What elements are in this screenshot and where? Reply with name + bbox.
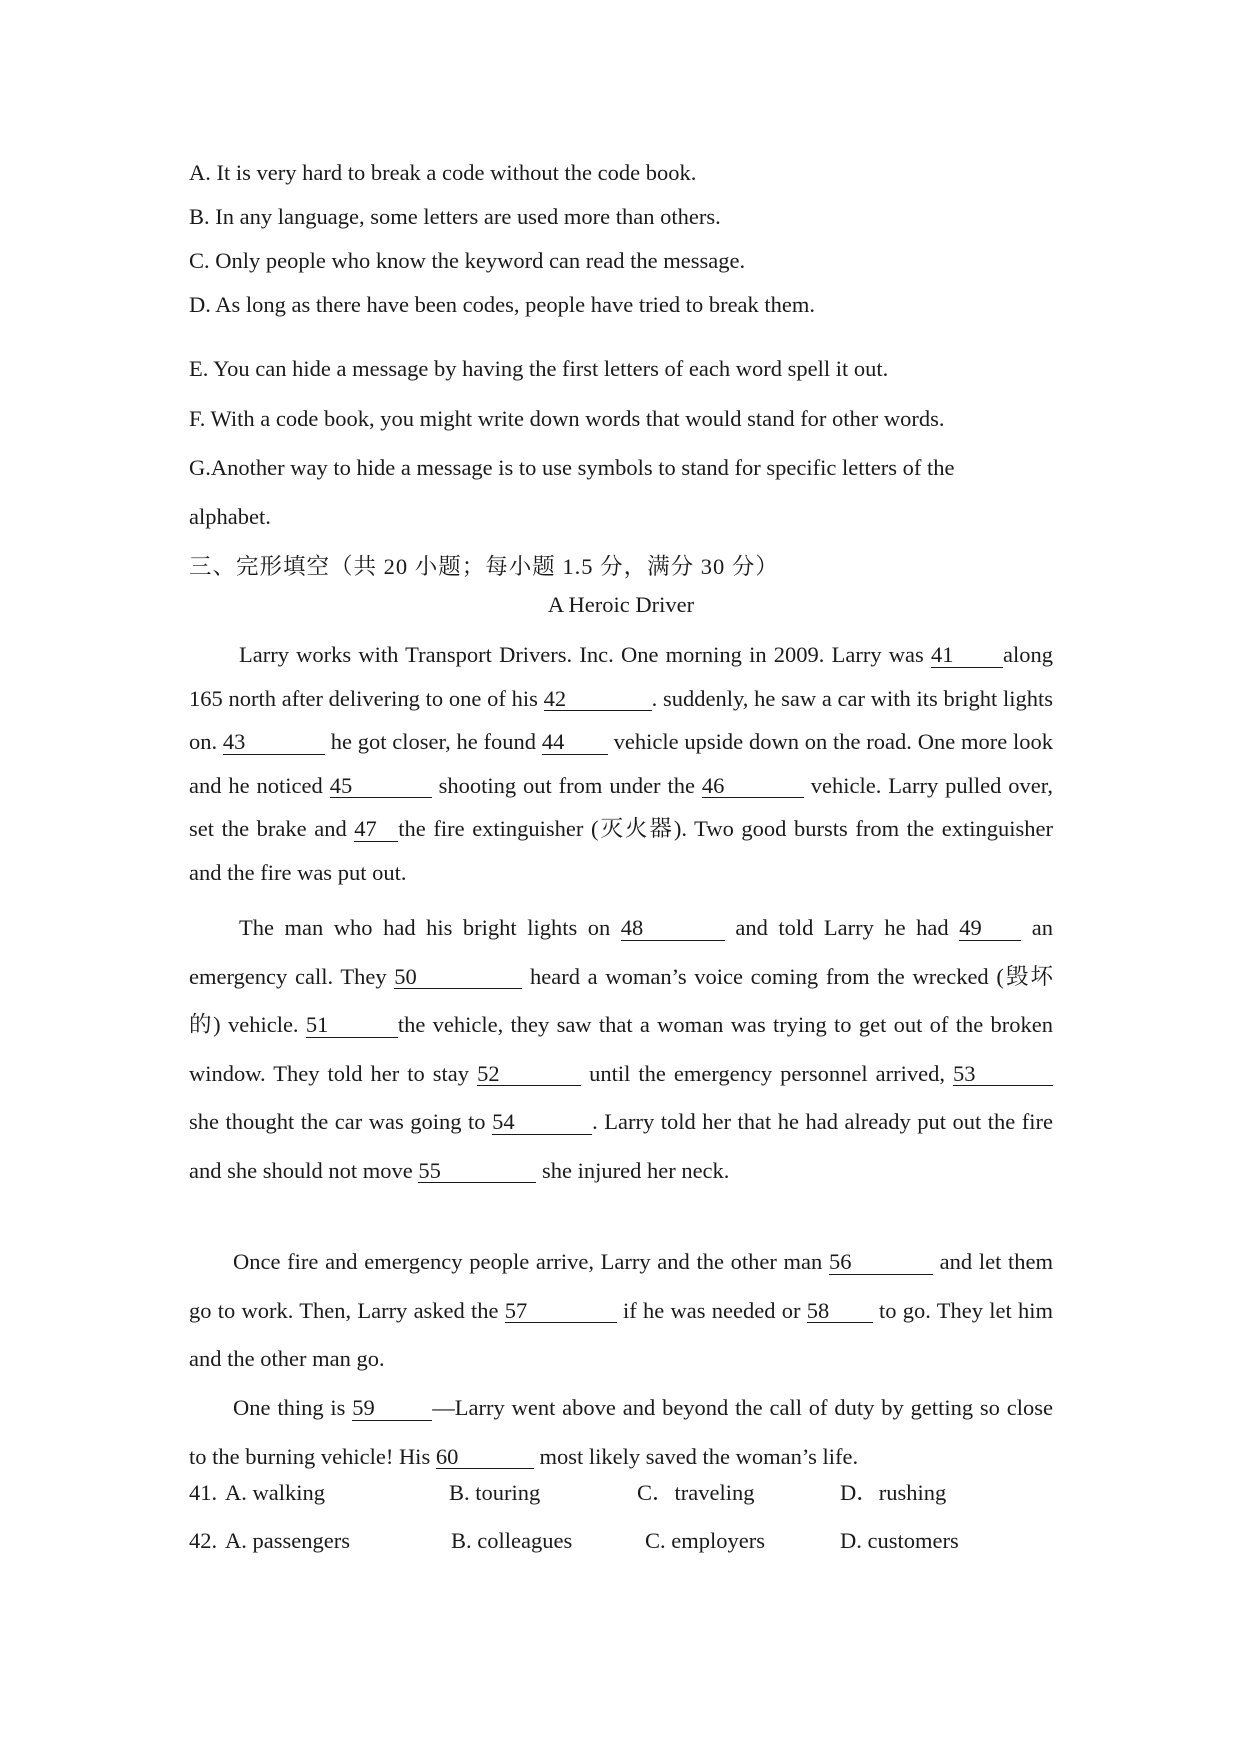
blank-45: 45 <box>330 774 432 799</box>
question-42-option-c: C. employers <box>645 1528 765 1553</box>
question-41-number: 41. <box>189 1480 218 1505</box>
p1-text-3: . suddenly, he saw a car with its bright lights on. <box>189 685 1053 754</box>
blank-44: 44 <box>542 730 608 755</box>
p1-text-1: Larry works with Transport Drivers. Inc. One morning in 2009. Larry was <box>239 642 931 667</box>
p1-text-7: vehicle. Larry pulled over, set the brake and <box>189 772 1054 841</box>
section-heading: 三、完形填空（共 20 小题；每小题 1.5 分，满分 30 分） <box>189 554 779 579</box>
p3-text-3: if he was needed or <box>616 1297 807 1323</box>
blank-48: 48 <box>621 916 725 941</box>
question-41-option-d: D．rushing <box>840 1480 947 1505</box>
question-42-option-b: B. colleagues <box>451 1528 573 1553</box>
p2-text-7: she thought the car was going to <box>189 1109 493 1134</box>
p1-text-2: along 165 north after delivering to one of his <box>189 642 1053 711</box>
blank-47: 47 <box>354 817 398 842</box>
p4-text-3: most likely saved the woman’s life. <box>533 1443 859 1469</box>
blank-46: 46 <box>702 774 804 799</box>
blank-49: 49 <box>959 916 1021 941</box>
p1-text-4: he got closer, he found <box>324 729 542 754</box>
p1-text-8: the fire extinguisher (灭火器). Two good bursts from the extinguisher and the fire was put out. <box>189 816 1053 885</box>
p2-text-5: the vehicle, they saw that a woman was trying to get out of the broken window. They told her to stay <box>189 1012 1053 1086</box>
option-e: E. You can hide a message by having the first letters of each word spell it out. <box>189 356 889 381</box>
blank-57: 57 <box>505 1299 617 1324</box>
blank-53: 53 <box>953 1062 1053 1087</box>
blank-58: 58 <box>807 1299 873 1324</box>
blank-55: 55 <box>418 1159 536 1184</box>
blank-54: 54 <box>492 1110 592 1135</box>
p4-text-1: One thing is <box>233 1395 353 1420</box>
p2-text-1: The man who had his bright lights on <box>239 915 621 940</box>
question-41-option-a: A. walking <box>225 1480 325 1505</box>
p3-text-4: to go. They let him and the other man go. <box>189 1297 1053 1371</box>
blank-51: 51 <box>306 1013 398 1038</box>
option-g: G.Another way to hide a message is to use symbols to stand for specific letters of the <box>189 455 955 480</box>
p2-text-8: . Larry told her that he had already put out the fire and she should not move <box>189 1109 1053 1183</box>
p1-text-5: vehicle upside down on the road. One more look and he noticed <box>189 729 1054 798</box>
question-42-option-a: A. passengers <box>225 1528 350 1553</box>
option-f: F. With a code book, you might write down words that would stand for other words. <box>189 406 945 431</box>
question-42-number: 42. <box>189 1528 218 1553</box>
p3-text-1: Once fire and emergency people arrive, Larry and the other man <box>233 1249 829 1274</box>
p3-text-2: and let them go to work. Then, Larry asked the <box>189 1249 1054 1323</box>
p2-text-9: she injured her neck. <box>536 1157 730 1183</box>
p4-text-2: —Larry went above and beyond the call of duty by getting so close to the burning vehicle! His <box>189 1395 1053 1469</box>
paragraph-3 <box>189 1238 1053 1384</box>
blank-50: 50 <box>394 965 522 990</box>
option-b: B. In any language, some letters are used more than others. <box>189 204 721 229</box>
question-41-option-c: C．traveling <box>637 1480 755 1505</box>
question-41-option-b: B. touring <box>449 1480 541 1505</box>
paragraph-1 <box>189 633 1053 894</box>
option-a: A. It is very hard to break a code without the code book. <box>189 160 697 185</box>
blank-52: 52 <box>477 1062 581 1087</box>
blank-59: 59 <box>352 1396 432 1421</box>
passage-title: A Heroic Driver <box>547 592 695 617</box>
p2-text-4: heard a woman’s voice coming from the wrecked (毁坏的) vehicle. <box>189 963 1053 1037</box>
blank-42: 42 <box>544 687 652 712</box>
p2-text-6: until the emergency personnel arrived, <box>581 1060 953 1086</box>
option-c: C. Only people who know the keyword can read the message. <box>189 248 746 273</box>
blank-60: 60 <box>436 1445 534 1470</box>
blank-56: 56 <box>829 1250 933 1275</box>
question-42-option-d: D. customers <box>840 1528 959 1553</box>
paragraph-2 <box>189 904 1053 1195</box>
blank-41: 41 <box>931 643 1003 668</box>
option-d: D. As long as there have been codes, people have tried to break them. <box>189 292 816 317</box>
p2-text-3: an emergency call. They <box>189 915 1053 989</box>
p2-text-2: and told Larry he had <box>724 915 960 940</box>
paragraph-4 <box>189 1384 1053 1481</box>
p1-text-6: shooting out from under the <box>431 772 702 798</box>
option-g-continued: alphabet. <box>189 504 271 529</box>
blank-43: 43 <box>223 730 325 755</box>
